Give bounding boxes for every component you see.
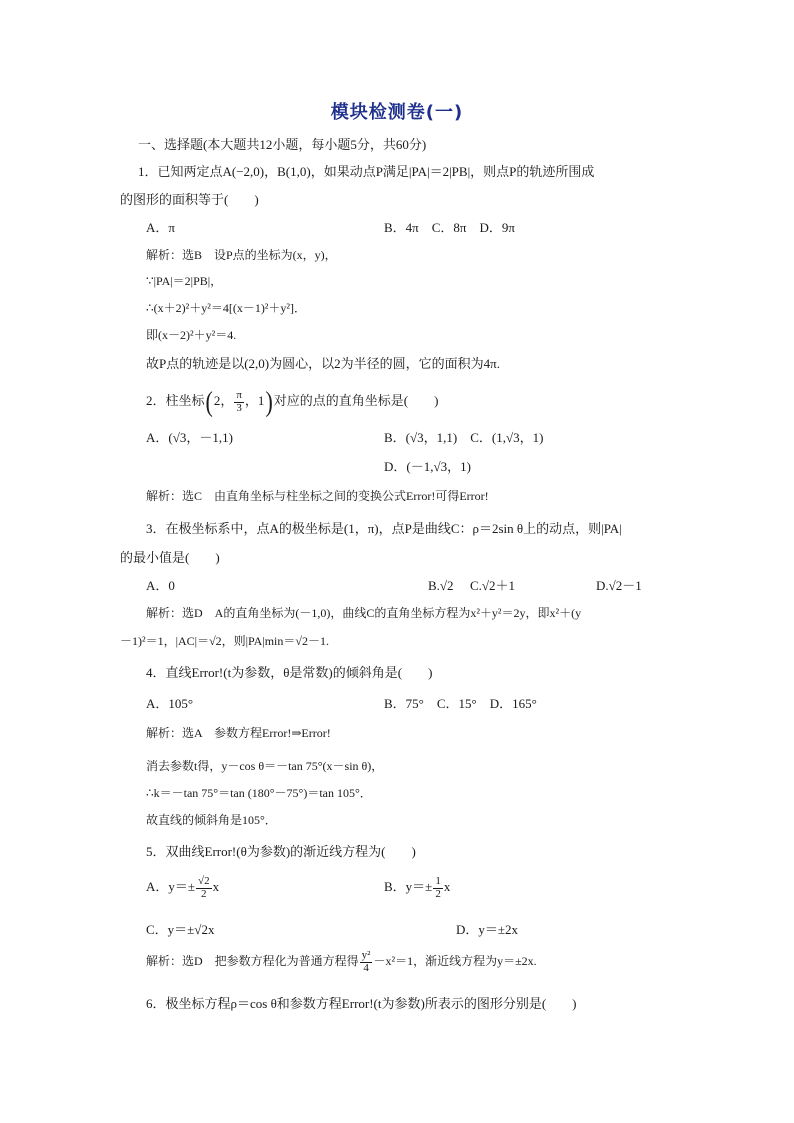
q4-solution-line4: 故直线的倾斜角是105°． [146, 813, 277, 827]
q5-solution-numerator: y² [361, 949, 371, 961]
q5-option-a-post: x [212, 879, 220, 895]
q5-solution-post: －x²＝1，渐近线方程为y＝±2x. [373, 953, 537, 968]
q6-stem: 6．极坐标方程ρ＝cos θ和参数方程Error!(t为参数)所表示的图形分别是( ) [146, 996, 577, 1011]
q2-options-bc: B．(√3，1,1) C．(1,√3，1) [384, 430, 544, 445]
q2-stem [146, 385, 439, 418]
q1-stem-line2: 的图形的面积等于( ) [120, 192, 259, 207]
q1-solution-line2: ∵|PA|＝2|PB|， [146, 274, 223, 288]
q2-frac-numerator: π [236, 389, 242, 402]
q2-fraction [234, 390, 244, 414]
q3-stem-line2: 的最小值是( ) [120, 550, 220, 565]
q3-option-b: B.√2 [428, 578, 454, 593]
q5-stem: 5．双曲线Error!(θ为参数)的渐近线方程为( ) [146, 844, 416, 859]
q4-stem: 4．直线Error!(t为参数，θ是常数)的倾斜角是( ) [146, 665, 433, 680]
q5-option-b-post: x [443, 879, 451, 895]
q5-option-a-numerator: √2 [198, 875, 210, 887]
q1-solution-line5: 故P点的轨迹是以(2,0)为圆心，以2为半径的圆，它的面积为4π. [146, 356, 500, 371]
q2-stem-pre: 2．柱坐标 [146, 393, 205, 409]
q5-option-b-numerator: 1 [435, 875, 441, 887]
q1-solution-line4: 即(x－2)²＋y²＝4. [146, 328, 237, 342]
q5-solution-denominator: 4 [360, 962, 373, 975]
q3-solution-line1: 解析：选D A的直角坐标为(－1,0)，曲线C的直角坐标方程为x²＋y²＝2y，即x²＋(y [146, 606, 582, 620]
q5-option-b-pre: B．y＝± [384, 879, 433, 895]
q2-frac-denominator: 3 [234, 402, 244, 415]
q5-solution [146, 950, 537, 974]
q5-option-a-denominator: 2 [196, 888, 212, 901]
q5-option-a [146, 876, 219, 900]
q4-options-bcd: B．75° C．15° D．165° [384, 696, 537, 711]
q5-solution-fraction [360, 950, 373, 974]
q1-solution-line3: ∴(x＋2)²＋y²＝4[(x－1)²＋y²]． [146, 301, 307, 315]
q2-stem-b: ，1 [244, 393, 265, 409]
q1-solution-line1: 解析：选B 设P点的坐标为(x，y)， [146, 248, 337, 262]
q1-stem-line1: 1．已知两定点A(−2,0)，B(1,0)，如果动点P满足|PA|＝2|PB|，则点P的轨迹所围成 [138, 164, 595, 179]
q2-option-a: A．(√3，－1,1) [146, 430, 233, 445]
right-paren-icon: ) [265, 385, 273, 418]
q5-option-b-fraction [433, 876, 443, 900]
q4-option-a: A．105° [146, 696, 194, 711]
q5-option-a-fraction [196, 876, 212, 900]
q5-solution-pre: 解析：选D 把参数方程化为普通方程得 [146, 953, 359, 968]
left-paren-icon: ( [205, 385, 213, 418]
q3-option-c: C.√2＋1 [470, 578, 516, 593]
q4-solution-line1: 解析：选A 参数方程Error!⇒Error! [146, 726, 331, 740]
q3-stem-line1: 3．在极坐标系中，点A的极坐标是(1，π)，点P是曲线C：ρ＝2sin θ上的动点，则|PA| [146, 521, 622, 536]
q2-stem-a: 2， [213, 393, 234, 409]
q2-solution: 解析：选C 由直角坐标与柱坐标之间的变换公式Error!可得Error! [146, 489, 489, 503]
q3-solution-line2: －1)²＝1，|AC|＝√2，则|PA|min＝√2－1. [120, 634, 329, 648]
q5-option-b-denominator: 2 [435, 887, 441, 900]
q5-option-c: C．y＝±√2x [146, 922, 215, 937]
q5-option-d: D．y＝±2x [456, 922, 519, 937]
section-heading: 一、选择题(本大题共12小题，每小题5分，共60分) [138, 137, 427, 152]
q3-option-a: A．0 [146, 578, 175, 593]
q2-option-d: D．(－1,√3，1) [384, 459, 471, 474]
q5-option-a-pre: A．y＝± [146, 879, 196, 895]
page-title: 模块检测卷(一) [330, 102, 464, 123]
q2-stem-post: 对应的点的直角坐标是( ) [273, 393, 439, 409]
q5-option-b [384, 876, 450, 900]
q4-solution-line2: 消去参数t得，y－cos θ＝－tan 75°(x－sin θ)， [146, 759, 384, 773]
q1-options-bcd: B．4π C．8π D．9π [384, 220, 515, 235]
q4-solution-line3: ∴k＝－tan 75°＝tan (180°－75°)＝tan 105°． [146, 786, 372, 800]
q3-option-d: D.√2－1 [596, 578, 642, 593]
q1-option-a: A．π [146, 220, 175, 235]
